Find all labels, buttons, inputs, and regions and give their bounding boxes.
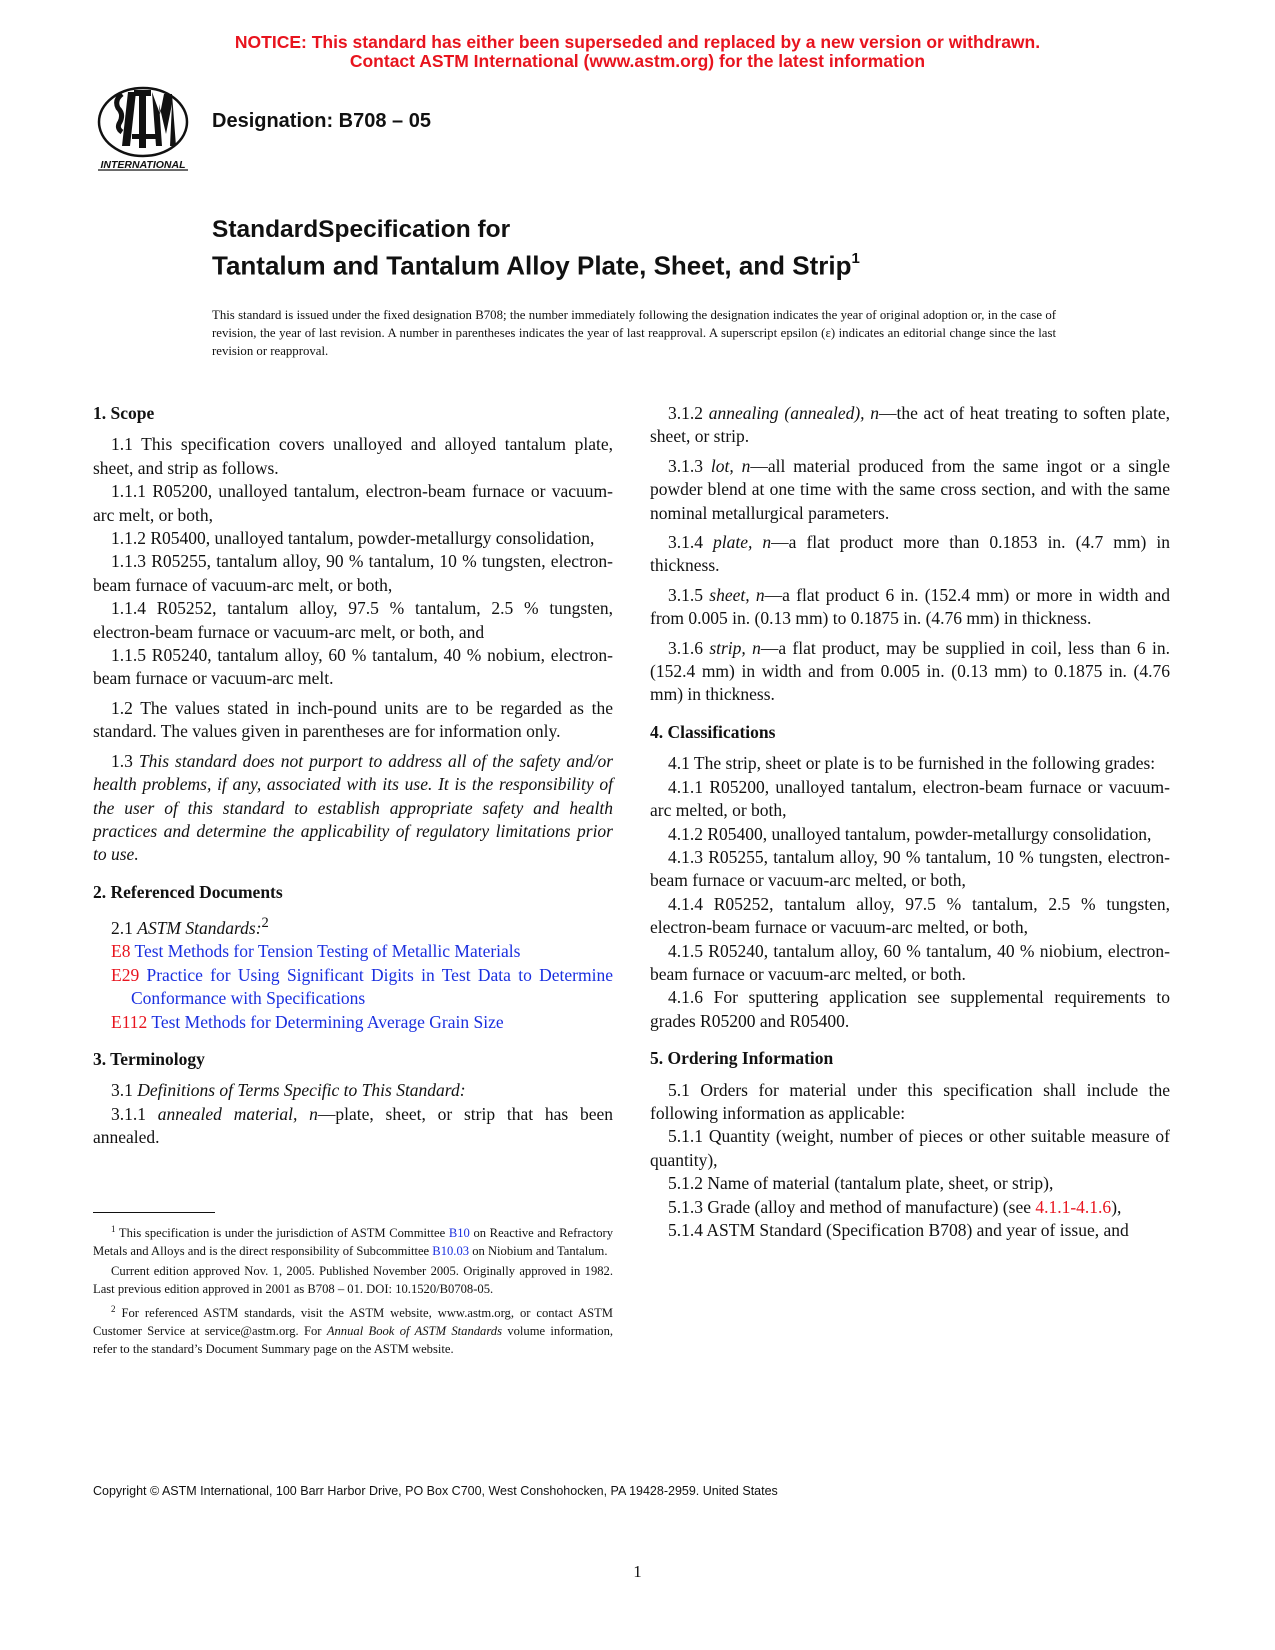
page-number: 1 bbox=[633, 1562, 642, 1581]
title-line-1: StandardSpecification for bbox=[212, 216, 511, 243]
term: plate, n bbox=[713, 532, 772, 553]
para-number: 3.1.5 bbox=[668, 584, 703, 605]
document-title bbox=[212, 214, 860, 282]
left-column bbox=[93, 402, 613, 1150]
para-4-1-1: 4.1.1 R05200, unalloyed tantalum, electron-beam furnace or vacuum-arc melted, or both, bbox=[650, 776, 1170, 821]
para-3-1-6 bbox=[650, 637, 1170, 707]
supersede-notice bbox=[0, 33, 1275, 71]
term: strip, n bbox=[709, 637, 761, 658]
para-5-1-1: 5.1.1 Quantity (weight, number of pieces or other suitable measure of quantity), bbox=[650, 1126, 1170, 1170]
para-5-1: 5.1 Orders for material under this specification shall include the following information as applicable: bbox=[650, 1079, 1170, 1123]
footnote-1-edition: Current edition approved Nov. 1, 2005. Published November 2005. Originally approved in 1982. Last previous edition approved in 2001 as B708 – 01. DOI: 10.1520/B0708-05. bbox=[93, 1264, 613, 1297]
term: annealed material, n bbox=[157, 1103, 318, 1124]
footnote-2-italic: Annual Book of ASTM Standards bbox=[326, 1324, 502, 1339]
para-1-1-2: 1.1.2 R05400, unalloyed tantalum, powder-metallurgy consolidation, bbox=[111, 528, 595, 549]
term: lot, n bbox=[710, 455, 751, 476]
para-1-1-1: 1.1.1 R05200, unalloyed tantalum, electron-beam furnace or vacuum-arc melt, or both, bbox=[93, 481, 613, 525]
definition: —a flat product 6 in. (152.4 mm) or more in width and from 0.005 in. (0.13 mm) to 0.1875 in. (4.76 mm) in thickness. bbox=[650, 584, 1170, 629]
para-1-1: 1.1 This specification covers unalloyed and alloyed tantalum plate, sheet, and strip as follows. bbox=[93, 434, 613, 478]
title-footnote-mark: 1 bbox=[851, 250, 860, 267]
para-3-1-2 bbox=[650, 402, 1170, 449]
para-3-1 bbox=[93, 1079, 613, 1102]
para-1-3-number: 1.3 bbox=[111, 750, 133, 771]
right-column bbox=[650, 402, 1170, 1242]
para-5-1-2: 5.1.2 Name of material (tantalum plate, sheet, or strip), bbox=[668, 1173, 1054, 1194]
footnote-1-mark: 1 bbox=[111, 1224, 116, 1234]
ref-code: E29 bbox=[111, 964, 140, 985]
para-1-2: 1.2 The values stated in inch-pound units are to be regarded as the standard. The values given in parentheses are for information only. bbox=[93, 697, 613, 742]
copyright-line: Copyright © ASTM International, 100 Barr Harbor Drive, PO Box C700, West Conshohocken, PA 19428-2959. United States bbox=[93, 1484, 778, 1498]
para-1-1-4: 1.1.4 R05252, tantalum alloy, 97.5 % tantalum, 2.5 % tungsten, electron-beam furnace or vacuum-arc melt, or both, and bbox=[93, 598, 613, 642]
footnotes bbox=[93, 1220, 613, 1360]
para-3-1-5 bbox=[650, 584, 1170, 631]
ref-title: Test Methods for Determining Average Grain Size bbox=[151, 1011, 504, 1032]
para-5-1-4: 5.1.4 ASTM Standard (Specification B708) and year of issue, and bbox=[668, 1220, 1129, 1240]
footnote-2 bbox=[93, 1300, 613, 1358]
para-4-1-6: 4.1.6 For sputtering application see supplemental requirements to grades R05200 and R05400. bbox=[650, 987, 1170, 1031]
para-2-1-sup: 2 bbox=[261, 915, 269, 932]
footnote-1-text-a: This specification is under the jurisdiction of ASTM Committee bbox=[118, 1226, 446, 1241]
para-5-1-3 bbox=[650, 1196, 1170, 1219]
footnote-2-text-b: volume information, refer to the standard’s Document Summary page on the ASTM website. bbox=[93, 1324, 614, 1357]
intro-paragraph: This standard is issued under the fixed designation B708; the number immediately following the designation indicates the year of original adoption or, in the case of revision, the year of last revision. A number in parentheses indicates the year of last reapproval. A superscript epsilon (ε) indicates an editorial change since the last revision or reapproval. bbox=[212, 308, 1056, 358]
term: sheet, n bbox=[709, 584, 765, 605]
definition: —all material produced from the same ingot or a single powder blend at one time with the same cross section, and with the same nominal metallurgical parameters. bbox=[650, 455, 1171, 523]
ref-title: Test Methods for Tension Testing of Metallic Materials bbox=[134, 941, 521, 962]
footnote-divider bbox=[93, 1212, 215, 1213]
footnote-1-text-b: on Reactive and Refractory Metals and Alloys and is the direct responsibility of Subcommittee bbox=[93, 1226, 613, 1259]
para-3-1-4 bbox=[650, 531, 1170, 578]
para-1-1-5: 1.1.5 R05240, tantalum alloy, 60 % tantalum, 40 % nobium, electron-beam furnace or vacuum-arc melt. bbox=[93, 645, 613, 689]
para-number: 3.1.2 bbox=[668, 403, 703, 423]
para-3-1-text: Definitions of Terms Specific to This Standard: bbox=[137, 1080, 466, 1101]
scope-heading: 1. Scope bbox=[93, 403, 155, 423]
para-4-1: 4.1 The strip, sheet or plate is to be furnished in the following grades: bbox=[668, 753, 1156, 774]
definition: —a flat product, may be supplied in coil, less than 6 in. (152.4 mm) in width and from 0.005 in. (0.13 mm) to 0.1875 in. (4.76 mm) in thickness. bbox=[650, 637, 1170, 705]
designation: Designation: B708 – 05 bbox=[212, 110, 431, 132]
title-text: Tantalum and Tantalum Alloy Plate, Sheet, and Strip bbox=[212, 250, 852, 281]
para-4-1-4: 4.1.4 R05252, tantalum alloy, 97.5 % tantalum, 2.5 % tungsten, electron-beam furnace or vacuum-arc melted, or both, bbox=[650, 893, 1170, 938]
logo-caption: INTERNATIONAL bbox=[100, 159, 186, 171]
footnote-1-text-c: on Niobium and Tantalum. bbox=[472, 1244, 608, 1259]
section-4-1-link[interactable]: 4.1.1-4.1.6 bbox=[1035, 1196, 1112, 1217]
title-line-2 bbox=[212, 245, 860, 282]
referenced-documents-heading: 2. Referenced Documents bbox=[93, 881, 283, 902]
para-3-1-1-number: 3.1.1 bbox=[111, 1103, 146, 1124]
reference-link-e29[interactable] bbox=[93, 964, 613, 1011]
terminology-heading: 3. Terminology bbox=[93, 1048, 205, 1069]
notice-line-2: Contact ASTM International (www.astm.org) for the latest information bbox=[349, 51, 926, 71]
definition: —a flat product more than 0.1853 in. (4.7 mm) in thickness. bbox=[650, 532, 1170, 576]
para-1-1-3: 1.1.3 R05255, tantalum alloy, 90 % tantalum, 10 % tungsten, electron-beam furnace of vacuum-arc melt, or both, bbox=[93, 551, 613, 595]
astm-logo bbox=[92, 84, 194, 172]
para-3-1-number: 3.1 bbox=[111, 1080, 133, 1101]
subcommittee-b10-03-link[interactable]: B10.03 bbox=[432, 1244, 470, 1259]
ref-title: Practice for Using Significant Digits in Test Data to Determine Conformance with Specifications bbox=[131, 964, 613, 1009]
footnote-1 bbox=[93, 1220, 613, 1260]
para-1-3 bbox=[93, 750, 613, 867]
ref-code: E8 bbox=[111, 941, 131, 962]
para-5-1-3-tail: ), bbox=[1111, 1196, 1122, 1217]
para-5-1-3-text: 5.1.3 Grade (alloy and method of manufacture) (see bbox=[668, 1196, 1031, 1217]
footnote-2-text-a: For referenced ASTM standards, visit the ASTM website, www.astm.org, or contact ASTM Customer Service at service@astm.org. For bbox=[93, 1306, 614, 1339]
para-number: 3.1.3 bbox=[668, 455, 703, 476]
para-2-1-text: ASTM Standards: bbox=[137, 917, 262, 938]
para-number: 3.1.6 bbox=[668, 637, 703, 658]
ordering-information-heading: 5. Ordering Information bbox=[650, 1048, 834, 1069]
para-2-1-number: 2.1 bbox=[111, 917, 133, 938]
ref-code: E112 bbox=[111, 1011, 148, 1032]
term: annealing (annealed), n bbox=[708, 403, 879, 423]
classifications-heading: 4. Classifications bbox=[650, 721, 776, 742]
committee-b10-link[interactable]: B10 bbox=[448, 1226, 470, 1241]
reference-link-e112[interactable] bbox=[93, 1011, 613, 1034]
para-number: 3.1.4 bbox=[668, 532, 703, 553]
para-3-1-3 bbox=[650, 455, 1170, 525]
reference-link-e8[interactable] bbox=[93, 940, 613, 963]
para-2-1 bbox=[93, 912, 613, 940]
para-3-1-1 bbox=[93, 1103, 613, 1150]
footnote-2-mark: 2 bbox=[111, 1304, 116, 1315]
para-1-3-text: This standard does not purport to address all of the safety and/or health problems, if any, associated with its use. It is the responsibility of the user of this standard to establish appropriate safety and health practices and determine the applicability of regulatory limitations prior to use. bbox=[93, 750, 614, 865]
definition: —the act of heat treating to soften plate, sheet, or strip. bbox=[650, 403, 1170, 447]
notice-line-1: NOTICE: This standard has either been superseded and replaced by a new version or withdrawn. bbox=[234, 32, 1041, 52]
para-4-1-2: 4.1.2 R05400, unalloyed tantalum, powder-metallurgy consolidation, bbox=[668, 823, 1152, 844]
para-4-1-3: 4.1.3 R05255, tantalum alloy, 90 % tantalum, 10 % tungsten, electron-beam furnace or vacuum-arc melted, or both, bbox=[650, 846, 1170, 891]
para-4-1-5: 4.1.5 R05240, tantalum alloy, 60 % tantalum, 40 % niobium, electron-beam furnace or vacuum-arc melted, or both. bbox=[650, 940, 1170, 984]
definition: —plate, sheet, or strip that has been annealed. bbox=[93, 1103, 614, 1148]
